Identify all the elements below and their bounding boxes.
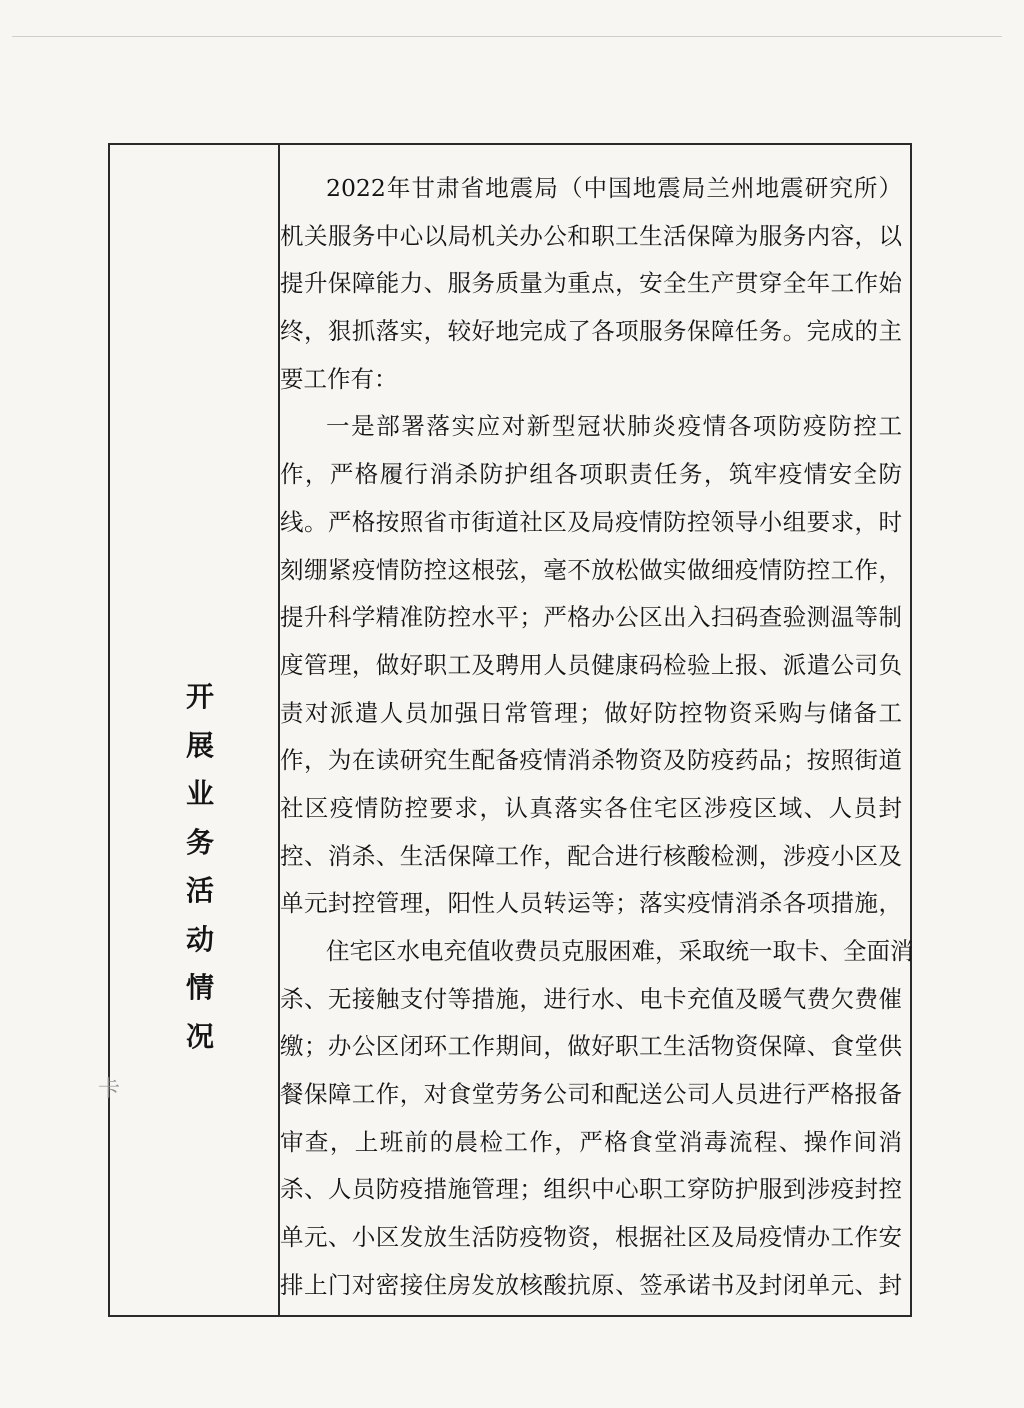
activity-table — [108, 143, 912, 1317]
paragraph-line: 社区疫情防控要求，认真落实各住宅区涉疫区域、人员封 — [280, 793, 902, 822]
paragraph-line: 缴；办公区闭环工作期间，做好职工生活物资保障、食堂供 — [280, 1032, 902, 1061]
label-char: 务 — [185, 825, 214, 859]
label-char: 业 — [185, 777, 214, 810]
label-char: 动 — [185, 922, 214, 956]
label-char: 活 — [185, 874, 214, 907]
label-char: 展 — [185, 728, 214, 762]
paragraph-line: 审查，上班前的晨检工作，严格食堂消毒流程、操作间消 — [280, 1127, 902, 1156]
paragraph-line: 终，狠抓落实，较好地完成了各项服务保障任务。完成的主 — [280, 317, 902, 346]
label-char: 开 — [185, 680, 214, 713]
paragraph-line: 机关服务中心以局机关办公和职工生活保障为服务内容，以 — [280, 221, 902, 250]
paragraph-line: 一是部署落实应对新型冠状肺炎疫情各项防疫防控工 — [326, 412, 902, 441]
paragraph-line: 杀、无接触支付等措施，进行水、电卡充值及暖气费欠费催 — [280, 984, 902, 1013]
paragraph-line: 单元、小区发放生活防疫物资，根据社区及局疫情办工作安 — [280, 1223, 902, 1252]
label-char: 况 — [185, 1019, 214, 1053]
label-char: 情 — [185, 971, 214, 1004]
paragraph-line: 餐保障工作，对食堂劳务公司和配送公司人员进行严格报备 — [280, 1080, 902, 1109]
paragraph-line: 控、消杀、生活保障工作，配合进行核酸检测，涉疫小区及 — [280, 841, 902, 870]
paragraph-line: 单元封控管理，阳性人员转运等；落实疫情消杀各项措施， — [280, 889, 902, 918]
paragraph-line: 住宅区水电充值收费员克服困难，采取统一取卡、全面消 — [326, 937, 914, 965]
paragraph-line: 要工作有： — [280, 364, 398, 393]
paragraph-line: 作，为在读研究生配备疫情消杀物资及防疫药品；按照街道 — [280, 746, 902, 775]
binding-margin-mark: 卡 — [98, 1077, 121, 1102]
section-label-vertical — [180, 673, 220, 1061]
paragraph-line: 排上门对密接住房发放核酸抗原、签承诺书及封闭单元、封 — [280, 1270, 902, 1299]
paragraph-line: 2022年甘肃省地震局（中国地震局兰州地震研究所） — [326, 174, 902, 202]
paragraph-line: 刻绷紧疫情防控这根弦，毫不放松做实做细疫情防控工作， — [280, 555, 902, 584]
paragraph-line: 线。严格按照省市街道社区及局疫情防控领导小组要求，时 — [280, 507, 902, 536]
paragraph-line: 责对派遣人员加强日常管理；做好防控物资采购与储备工 — [280, 698, 902, 727]
paragraph-line: 度管理，做好职工及聘用人员健康码检验上报、派遣公司负 — [280, 650, 902, 679]
page-top-edge — [12, 36, 1002, 37]
paragraph-line: 作，严格履行消杀防护组各项职责任务，筑牢疫情安全防 — [280, 460, 902, 489]
paragraph-line: 提升科学精准防控水平；严格办公区出入扫码查验测温等制 — [280, 603, 902, 632]
paragraph-line: 杀、人员防疫措施管理；组织中心职工穿防护服到涉疫封控 — [280, 1175, 902, 1204]
paragraph-line: 提升保障能力、服务质量为重点，安全生产贯穿全年工作始 — [280, 269, 902, 298]
label-column — [110, 145, 280, 1315]
content-column — [280, 165, 914, 1310]
